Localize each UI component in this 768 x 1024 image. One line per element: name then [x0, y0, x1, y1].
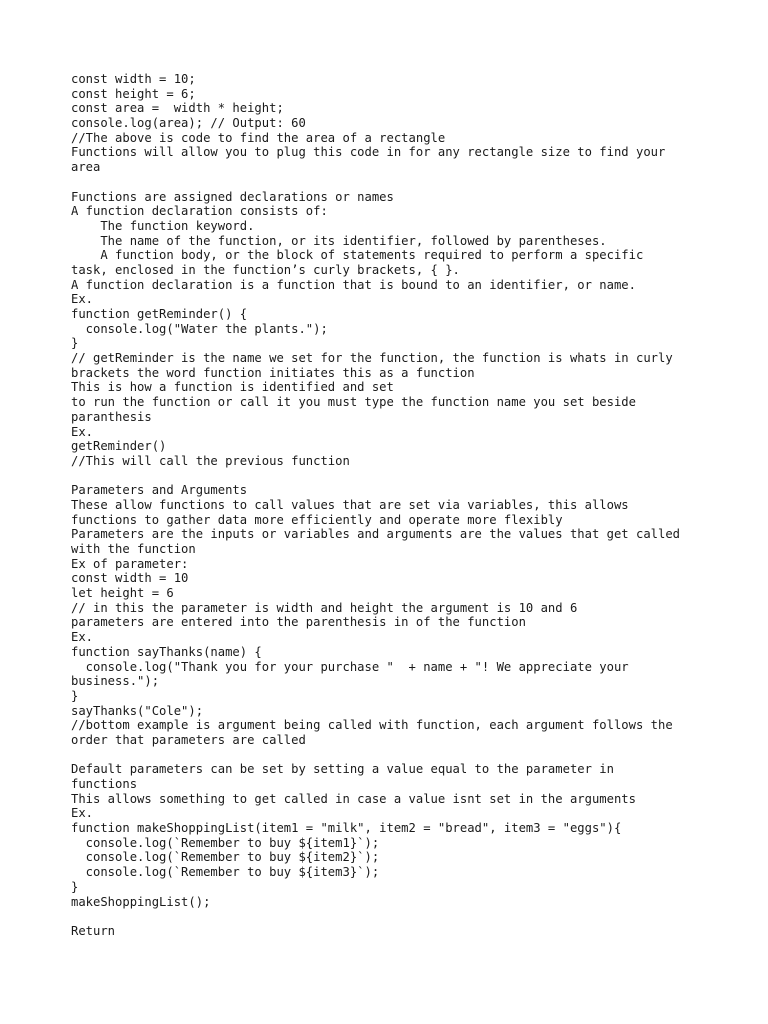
text-line: A function declaration consists of: — [71, 204, 328, 219]
text-line: The name of the function, or its identifier, followed by parentheses. — [71, 233, 607, 248]
text-line: Ex. — [71, 292, 94, 307]
text-line: console.log(`Remember to buy ${item1}`); — [71, 835, 380, 850]
text-line: functions to gather data more efficiently and operate more flexibly — [71, 512, 563, 527]
text-line: with the function — [71, 542, 196, 556]
text-line: A function declaration is a function that is bound to an identifier, or name. — [71, 277, 636, 292]
text-line: A function body, or the block of statements required to perform a specific — [71, 248, 644, 263]
text-line: function sayThanks(name) { — [71, 644, 262, 659]
text-line: console.log(`Remember to buy ${item3}`); — [71, 865, 380, 880]
text-line: console.log(area); // Output: 60 — [71, 116, 306, 131]
text-line: Ex of parameter: — [71, 556, 189, 571]
text-line: to run the function or call it you must type the function name you set beside — [71, 395, 636, 410]
text-line: Ex. — [71, 630, 94, 645]
text-line: Functions will allow you to plug this code in for any rectangle size to find your — [71, 145, 666, 160]
text-line: This allows something to get called in case a value isnt set in the arguments — [71, 791, 636, 806]
text-line: //This will call the previous function — [71, 453, 350, 468]
text-line: } — [71, 336, 79, 351]
text-line: functions — [71, 777, 138, 791]
text-line: } — [71, 879, 79, 894]
text-line: task, enclosed in the function’s curly brackets, { }. — [71, 262, 460, 277]
text-line: Return — [71, 923, 116, 938]
text-line: sayThanks("Cole"); — [71, 703, 204, 718]
text-line: const width = 10; — [71, 72, 196, 86]
text-line: paranthesis — [71, 409, 152, 424]
text-line: The function keyword. — [71, 218, 255, 233]
text-line: const area = width * height; — [71, 101, 284, 116]
text-line: // getReminder is the name we set for the function, the function is whats in curly — [71, 351, 673, 366]
text-line: console.log("Thank you for your purchase " + name + "! We appreciate your — [71, 659, 629, 674]
text-line: brackets the word function initiates this as a function — [71, 365, 475, 380]
text-line: These allow functions to call values that are set via variables, this allows — [71, 497, 629, 512]
text-line: } — [71, 688, 79, 703]
text-line: console.log("Water the plants."); — [71, 321, 328, 336]
text-line: Parameters and Arguments — [71, 483, 248, 498]
text-line: function getReminder() { — [71, 307, 248, 321]
text-line: Ex. — [71, 424, 94, 439]
blank-line — [71, 909, 711, 924]
text-line: parameters are entered into the parenthesis in of the function — [71, 615, 526, 630]
text-line: Default parameters can be set by setting a value equal to the parameter in — [71, 762, 614, 777]
text-line: function makeShoppingList(item1 = "milk", item2 = "bread", item3 = "eggs"){ — [71, 821, 622, 836]
blank-line — [71, 748, 711, 763]
text-line: makeShoppingList(); — [71, 894, 211, 909]
text-line: Functions are assigned declarations or names — [71, 189, 394, 204]
text-line: area — [71, 160, 101, 175]
text-line: Ex. — [71, 806, 94, 821]
text-line: business."); — [71, 674, 160, 689]
text-line: let height = 6 — [71, 586, 174, 601]
blank-line — [71, 469, 711, 484]
blank-line — [71, 175, 711, 190]
text-line: This is how a function is identified and set — [71, 380, 394, 395]
document-page — [71, 72, 711, 939]
text-line: Parameters are the inputs or variables and arguments are the values that get called — [71, 527, 681, 542]
text-line: const height = 6; — [71, 86, 196, 101]
text-line: order that parameters are called — [71, 732, 306, 747]
text-line: getReminder() — [71, 439, 167, 454]
text-line: // in this the parameter is width and height the argument is 10 and 6 — [71, 600, 578, 615]
text-line: //bottom example is argument being called with function, each argument follows the — [71, 718, 673, 733]
text-line: //The above is code to find the area of a rectangle — [71, 130, 446, 145]
text-line: console.log(`Remember to buy ${item2}`); — [71, 850, 380, 865]
text-line: const width = 10 — [71, 571, 189, 586]
